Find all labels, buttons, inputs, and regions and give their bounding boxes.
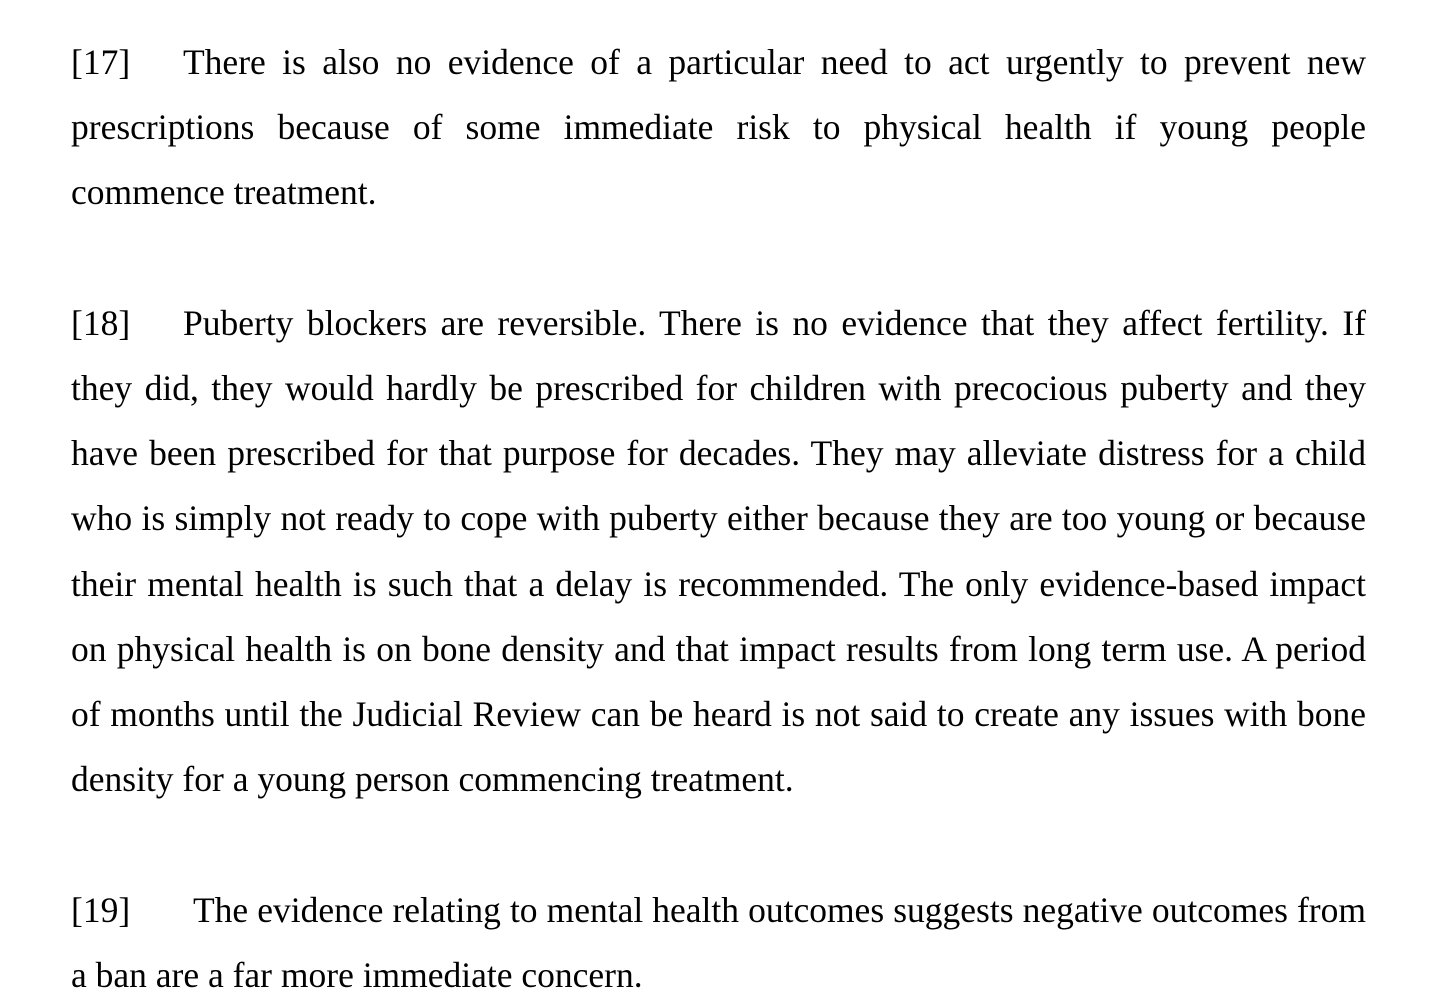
- paragraph-number: [19]: [71, 889, 131, 930]
- paragraph-text: The evidence relating to mental health outcomes suggests negative outcomes from a ban are a far more immediate concern.: [71, 889, 1366, 995]
- paragraph-text: There is also no evidence of a particular need to act urgently to prevent new prescriptions because of some immediate risk to physical health if young people commence treatment.: [71, 42, 1366, 213]
- judgment-document: [71, 30, 1366, 1008]
- paragraph-19: [71, 878, 1366, 1008]
- paragraph-text: Puberty blockers are reversible. There is no evidence that they affect fertility. If they did, they would hardly be prescribed for children with precocious puberty and they have been prescribed for that purpose for decades. They may alleviate distress for a child who is simply not ready to cope with puberty either because they are too young or because their mental health is such that a delay is recommended. The only evidence-based impact on physical health is on bone density and that impact results from long term use. A period of months until the Judicial Review can be heard is not said to create any issues with bone density for a young person commencing treatment.: [71, 302, 1366, 800]
- paragraph-number: [17]: [71, 42, 131, 82]
- paragraph-number: [18]: [71, 302, 131, 343]
- paragraph-17: [71, 30, 1366, 226]
- paragraph-18: [71, 291, 1366, 813]
